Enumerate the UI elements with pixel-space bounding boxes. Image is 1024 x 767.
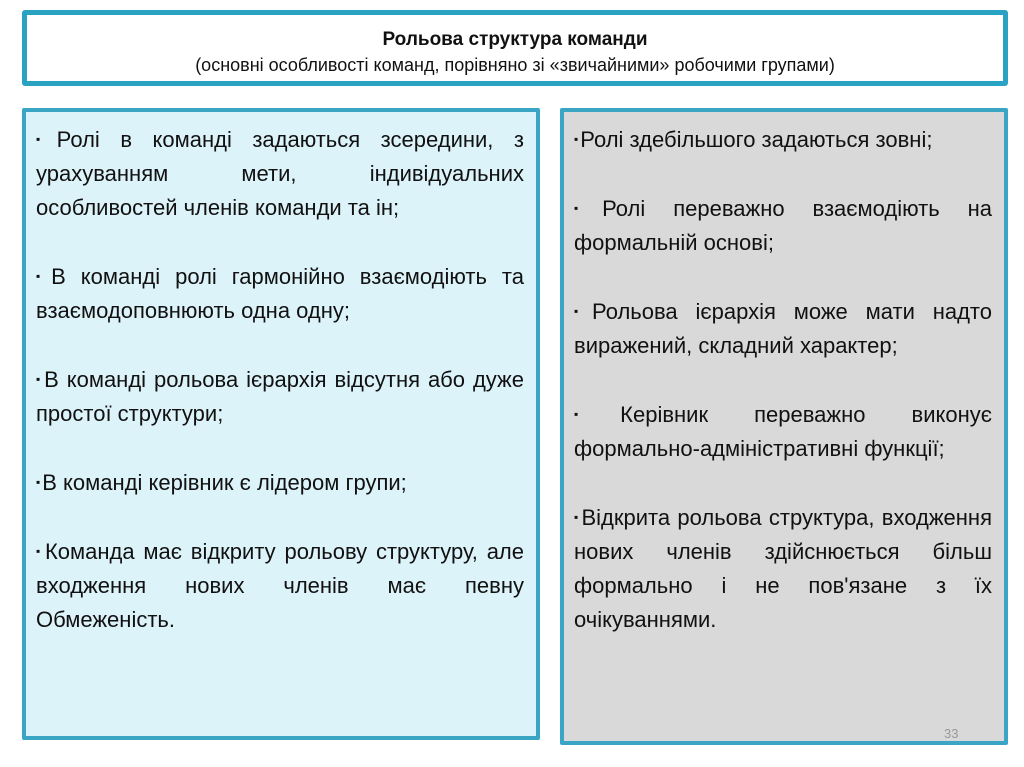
bullet-icon: ▪ [36, 372, 43, 386]
item-text: Керівник переважно виконує формально-адміністративні функції; [574, 402, 992, 461]
bullet-icon: ▪ [36, 269, 50, 283]
item-text: В команді рольова ієрархія відсутня або дуже простої структури; [36, 367, 524, 426]
bullet-icon: ▪ [36, 544, 43, 558]
item-text: В команді ролі гармонійно взаємодіють та взаємодоповнюють одна одну; [36, 264, 524, 323]
bullet-icon: ▪ [574, 510, 580, 524]
list-item [574, 191, 992, 260]
item-text: В команді керівник є лідером групи; [42, 470, 407, 495]
slide-header [22, 10, 1008, 86]
team-features-panel [22, 108, 540, 740]
item-text: Рольова ієрархія може мати надто виражений, складний характер; [574, 299, 992, 358]
bullet-icon: ▪ [574, 132, 579, 146]
list-item [36, 259, 524, 328]
item-text: Команда має відкриту рольову структуру, але входження нових членів має певну Обмеженість. [36, 539, 524, 632]
slide-subtitle: (основні особливості команд, порівняно зі «звичайними» робочими групами) [195, 55, 835, 75]
list-item [36, 465, 524, 500]
bullet-icon: ▪ [574, 201, 601, 215]
item-text: Відкрита рольова структура, входження нових членів здійснюється більш формально і не пов'язане з їх очікуваннями. [574, 505, 992, 632]
bullet-icon: ▪ [36, 475, 41, 489]
list-item [36, 122, 524, 225]
item-text: Ролі в команді задаються зсередини, з урахуванням мети, індивідуальних особливостей членів команди та ін; [36, 127, 524, 220]
list-item [574, 397, 992, 466]
item-text: Ролі переважно взаємодіють на формальній основі; [574, 196, 992, 255]
bullet-icon: ▪ [574, 304, 590, 318]
page-number: 33 [944, 726, 959, 741]
slide-title: Рольова структура команди [382, 29, 648, 50]
bullet-icon: ▪ [36, 132, 55, 146]
list-item [36, 534, 524, 637]
list-item [36, 362, 524, 431]
workgroup-features-panel [560, 108, 1008, 745]
list-item [574, 122, 992, 157]
item-text: Ролі здебільшого задаються зовні; [580, 127, 933, 152]
bullet-icon: ▪ [574, 407, 619, 421]
list-item [574, 500, 992, 637]
list-item [574, 294, 992, 363]
